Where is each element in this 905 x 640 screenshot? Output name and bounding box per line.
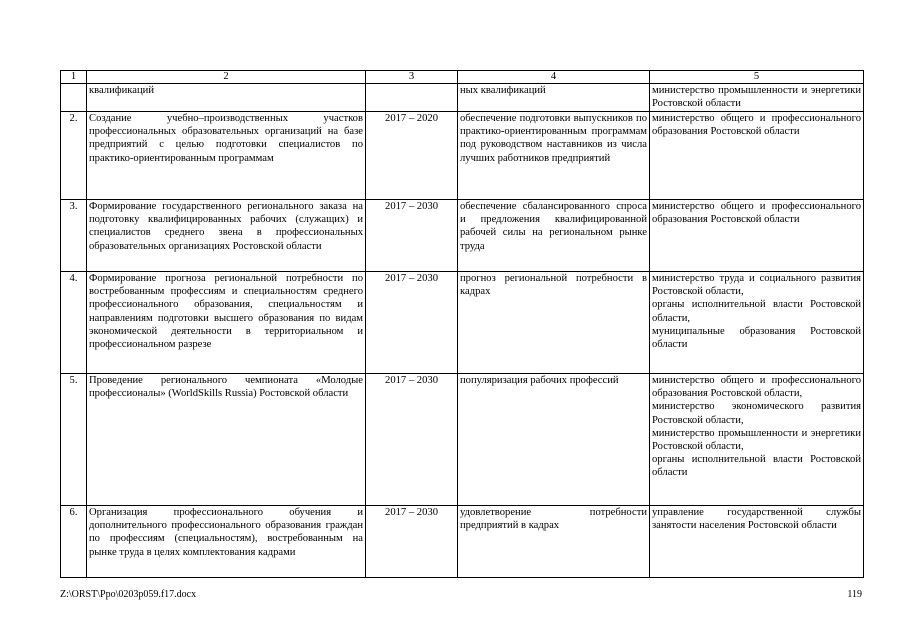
- row-number: 3.: [61, 200, 87, 272]
- table-row: [61, 374, 864, 506]
- header-row: [61, 71, 864, 84]
- header-cell: 3: [366, 71, 458, 84]
- period-cell: [366, 84, 458, 112]
- result-cell: ных квалификаций: [458, 84, 650, 112]
- executor-line: муниципальные образования Ростовской области: [652, 325, 861, 351]
- period-cell: 2017 – 2030: [366, 374, 458, 506]
- executor-line: министерство промышленности и энергетики Ростовской области,: [652, 427, 861, 453]
- row-number: 6.: [61, 506, 87, 578]
- executor-cell: [650, 84, 864, 112]
- table-row: [61, 272, 864, 374]
- result-cell: обеспечение сбалансированного спроса и предложения квалифицированной рабочей силы на региональном рынке труда: [458, 200, 650, 272]
- row-number: 5.: [61, 374, 87, 506]
- header-cell: 2: [87, 71, 366, 84]
- table-row: [61, 84, 864, 112]
- header-cell: 5: [650, 71, 864, 84]
- executor-line: министерство промышленности и энергетики Ростовской области: [652, 85, 861, 110]
- measure-cell: Создание учебно–производственных участков профессиональных образовательных организаций на базе предприятий с целью подготовки специалистов по практико-ориентированным программам: [87, 112, 366, 200]
- measure-cell: Проведение регионального чемпионата «Молодые профессионалы» (WorldSkills Russia) Ростовской области: [87, 374, 366, 506]
- executor-line: министерство экономического развития Ростовской области,: [652, 401, 861, 426]
- period-cell: 2017 – 2030: [366, 272, 458, 374]
- executor-line: управление государственной службы занятости населения Ростовской области: [652, 507, 861, 532]
- table-row: [61, 506, 864, 578]
- row-number: 2.: [61, 112, 87, 200]
- row-number: [61, 84, 87, 112]
- table-row: [61, 200, 864, 272]
- measure-cell: Формирование государственного регионального заказа на подготовку квалифицированных рабочих (служащих) и специалистов среднего звена в профессиональных образовательных организациях Ростовской области: [87, 200, 366, 272]
- executor-line: министерство общего и профессионального образования Ростовской области: [652, 113, 861, 138]
- executor-cell: [650, 506, 864, 578]
- period-cell: 2017 – 2030: [366, 200, 458, 272]
- result-cell: удовлетворение потребности предприятий в кадрах: [458, 506, 650, 578]
- header-cell: 4: [458, 71, 650, 84]
- footer-page-number: 119: [847, 589, 862, 600]
- measures-table: [60, 70, 864, 578]
- result-cell: обеспечение подготовки выпускников по практико-ориентированным программам под руководством наставников из числа лучших работников предприятий: [458, 112, 650, 200]
- executor-cell: [650, 374, 864, 506]
- executor-cell: [650, 200, 864, 272]
- measure-cell: Формирование прогноза региональной потребности по востребованным профессиям и специальностям среднего профессионального образования, специальностям и направлениям подготовки высшего образования по видам экономической деятельности в территориальном и профессиональном разрезе: [87, 272, 366, 374]
- row-number: 4.: [61, 272, 87, 374]
- executor-line: органы исполнительной власти Ростовской области: [652, 454, 861, 479]
- period-cell: 2017 – 2020: [366, 112, 458, 200]
- result-cell: популяризация рабочих профессий: [458, 374, 650, 506]
- table-row: [61, 112, 864, 200]
- measure-cell: Организация профессионального обучения и дополнительного профессионального образования граждан по профессиям (специальностям), востребованным на рынке труда в целях комплектования кадрами: [87, 506, 366, 578]
- executor-cell: [650, 112, 864, 200]
- executor-line: органы исполнительной власти Ростовской области,: [652, 299, 861, 324]
- header-cell: 1: [61, 71, 87, 84]
- executor-cell: [650, 272, 864, 374]
- footer-file-path: Z:\ORST\Ppo\0203p059.f17.docx: [60, 589, 197, 600]
- period-cell: 2017 – 2030: [366, 506, 458, 578]
- measure-cell: квалификаций: [87, 84, 366, 112]
- executor-line: министерство общего и профессионального образования Ростовской области,: [652, 375, 861, 400]
- executor-line: министерство общего и профессионального образования Ростовской области: [652, 201, 861, 226]
- result-cell: прогноз региональной потребности в кадрах: [458, 272, 650, 374]
- executor-line: министерство труда и социального развития Ростовской области,: [652, 273, 861, 298]
